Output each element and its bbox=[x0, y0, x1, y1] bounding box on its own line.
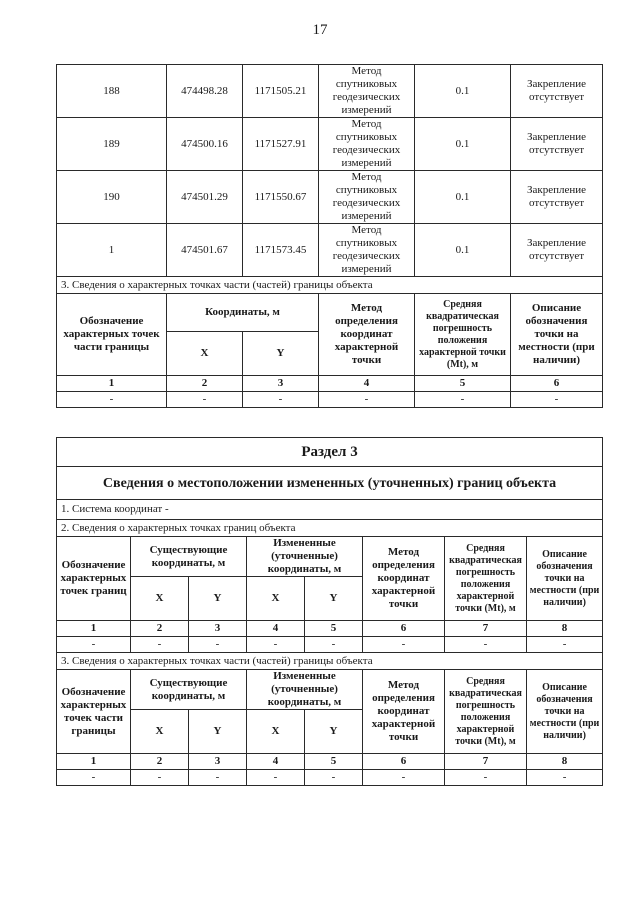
empty-cell: - bbox=[57, 770, 131, 786]
column-number: 1 bbox=[57, 621, 131, 637]
point-desc: Закрепление отсутствует bbox=[511, 118, 603, 171]
header-y: Y bbox=[305, 577, 363, 621]
boundary-points-table bbox=[56, 64, 603, 408]
empty-cell: - bbox=[445, 637, 527, 653]
column-number: 7 bbox=[445, 754, 527, 770]
point-id: 1 bbox=[57, 224, 167, 277]
column-number: 4 bbox=[247, 754, 305, 770]
header-y: Y bbox=[243, 332, 319, 376]
point-desc: Закрепление отсутствует bbox=[511, 171, 603, 224]
point-method: Метод спутниковых геодезических измерений bbox=[319, 65, 415, 118]
empty-cell: - bbox=[247, 637, 305, 653]
column-number-row bbox=[57, 754, 603, 770]
empty-cell: - bbox=[131, 770, 189, 786]
empty-cell: - bbox=[527, 770, 603, 786]
header-accuracy: Средняя квадратическая погрешность положения характерной точки (Mt), м bbox=[445, 537, 527, 621]
column-number: 6 bbox=[363, 621, 445, 637]
header-existing-coordinates: Существующие координаты, м bbox=[131, 537, 247, 577]
empty-row bbox=[57, 392, 603, 408]
header-description: Описание обозначения точки на местности (при наличии) bbox=[527, 537, 603, 621]
point-x: 474501.29 bbox=[167, 171, 243, 224]
point-accuracy: 0.1 bbox=[415, 171, 511, 224]
column-number: 6 bbox=[363, 754, 445, 770]
header-x: X bbox=[247, 577, 305, 621]
page-number: 17 bbox=[312, 22, 328, 38]
empty-cell: - bbox=[305, 770, 363, 786]
column-number: 8 bbox=[527, 621, 603, 637]
header-method: Метод определения координат характерной точки bbox=[363, 537, 445, 621]
point-accuracy: 0.1 bbox=[415, 118, 511, 171]
header-existing-coordinates: Существующие координаты, м bbox=[131, 670, 247, 710]
table-row bbox=[57, 171, 603, 224]
table-row bbox=[57, 118, 603, 171]
column-number: 4 bbox=[319, 376, 415, 392]
point-y: 1171550.67 bbox=[243, 171, 319, 224]
column-number: 1 bbox=[57, 376, 167, 392]
column-number: 3 bbox=[189, 754, 247, 770]
header-description: Описание обозначения точки на местности (при наличии) bbox=[527, 670, 603, 754]
empty-row bbox=[57, 770, 603, 786]
section-subtitle: Сведения о местоположении измененных (уточненных) границ объекта bbox=[57, 467, 603, 500]
part-points-heading: 3. Сведения о характерных точках части (частей) границы объекта bbox=[57, 277, 603, 294]
empty-cell: - bbox=[189, 637, 247, 653]
header-accuracy: Средняя квадратическая погрешность положения характерной точки (Mt), м bbox=[445, 670, 527, 754]
empty-row bbox=[57, 637, 603, 653]
point-x: 474501.67 bbox=[167, 224, 243, 277]
header-y: Y bbox=[305, 710, 363, 754]
empty-cell: - bbox=[445, 770, 527, 786]
part-points-heading: 3. Сведения о характерных точках части (частей) границы объекта bbox=[57, 653, 603, 670]
column-number: 2 bbox=[131, 621, 189, 637]
empty-cell: - bbox=[363, 637, 445, 653]
column-number: 3 bbox=[243, 376, 319, 392]
header-designation: Обозначение характерных точек границ bbox=[57, 537, 131, 621]
header-method: Метод определения координат характерной точки bbox=[363, 670, 445, 754]
point-method: Метод спутниковых геодезических измерений bbox=[319, 118, 415, 171]
empty-cell: - bbox=[305, 637, 363, 653]
empty-cell: - bbox=[363, 770, 445, 786]
empty-cell: - bbox=[189, 770, 247, 786]
point-x: 474500.16 bbox=[167, 118, 243, 171]
header-designation: Обозначение характерных точек части границы bbox=[57, 294, 167, 376]
empty-cell: - bbox=[243, 392, 319, 408]
column-number: 3 bbox=[189, 621, 247, 637]
header-changed-coordinates: Измененные (уточненные) координаты, м bbox=[247, 537, 363, 577]
header-x: X bbox=[167, 332, 243, 376]
header-x: X bbox=[131, 577, 189, 621]
column-number: 8 bbox=[527, 754, 603, 770]
point-y: 1171527.91 bbox=[243, 118, 319, 171]
point-x: 474498.28 bbox=[167, 65, 243, 118]
point-y: 1171573.45 bbox=[243, 224, 319, 277]
table-row bbox=[57, 65, 603, 118]
header-y: Y bbox=[189, 577, 247, 621]
header-description: Описание обозначения точки на местности (при наличии) bbox=[511, 294, 603, 376]
empty-cell: - bbox=[247, 770, 305, 786]
empty-cell: - bbox=[319, 392, 415, 408]
column-number-row bbox=[57, 621, 603, 637]
empty-cell: - bbox=[57, 392, 167, 408]
point-id: 190 bbox=[57, 171, 167, 224]
point-desc: Закрепление отсутствует bbox=[511, 65, 603, 118]
point-accuracy: 0.1 bbox=[415, 65, 511, 118]
point-y: 1171505.21 bbox=[243, 65, 319, 118]
point-accuracy: 0.1 bbox=[415, 224, 511, 277]
header-y: Y bbox=[189, 710, 247, 754]
point-method: Метод спутниковых геодезических измерений bbox=[319, 224, 415, 277]
column-number: 6 bbox=[511, 376, 603, 392]
empty-cell: - bbox=[167, 392, 243, 408]
coordinate-system: 1. Система координат - bbox=[57, 500, 603, 520]
empty-cell: - bbox=[131, 637, 189, 653]
point-id: 188 bbox=[57, 65, 167, 118]
column-number: 7 bbox=[445, 621, 527, 637]
header-designation: Обозначение характерных точек части границы bbox=[57, 670, 131, 754]
empty-cell: - bbox=[527, 637, 603, 653]
point-desc: Закрепление отсутствует bbox=[511, 224, 603, 277]
header-coordinates: Координаты, м bbox=[167, 294, 319, 332]
header-x: X bbox=[131, 710, 189, 754]
empty-cell: - bbox=[511, 392, 603, 408]
header-method: Метод определения координат характерной точки bbox=[319, 294, 415, 376]
column-number-row bbox=[57, 376, 603, 392]
column-number: 4 bbox=[247, 621, 305, 637]
column-number: 2 bbox=[131, 754, 189, 770]
point-method: Метод спутниковых геодезических измерений bbox=[319, 171, 415, 224]
header-x: X bbox=[247, 710, 305, 754]
point-id: 189 bbox=[57, 118, 167, 171]
section-3-table bbox=[56, 437, 603, 786]
header-changed-coordinates: Измененные (уточненные) координаты, м bbox=[247, 670, 363, 710]
section-title: Раздел 3 bbox=[57, 438, 603, 467]
column-number: 5 bbox=[305, 621, 363, 637]
empty-cell: - bbox=[57, 637, 131, 653]
column-number: 5 bbox=[305, 754, 363, 770]
empty-cell: - bbox=[415, 392, 511, 408]
column-number: 2 bbox=[167, 376, 243, 392]
header-accuracy: Средняя квадратическая погрешность положения характерной точки (Mt), м bbox=[415, 294, 511, 376]
column-number: 1 bbox=[57, 754, 131, 770]
points-heading: 2. Сведения о характерных точках границ объекта bbox=[57, 520, 603, 537]
column-number: 5 bbox=[415, 376, 511, 392]
table-row bbox=[57, 224, 603, 277]
